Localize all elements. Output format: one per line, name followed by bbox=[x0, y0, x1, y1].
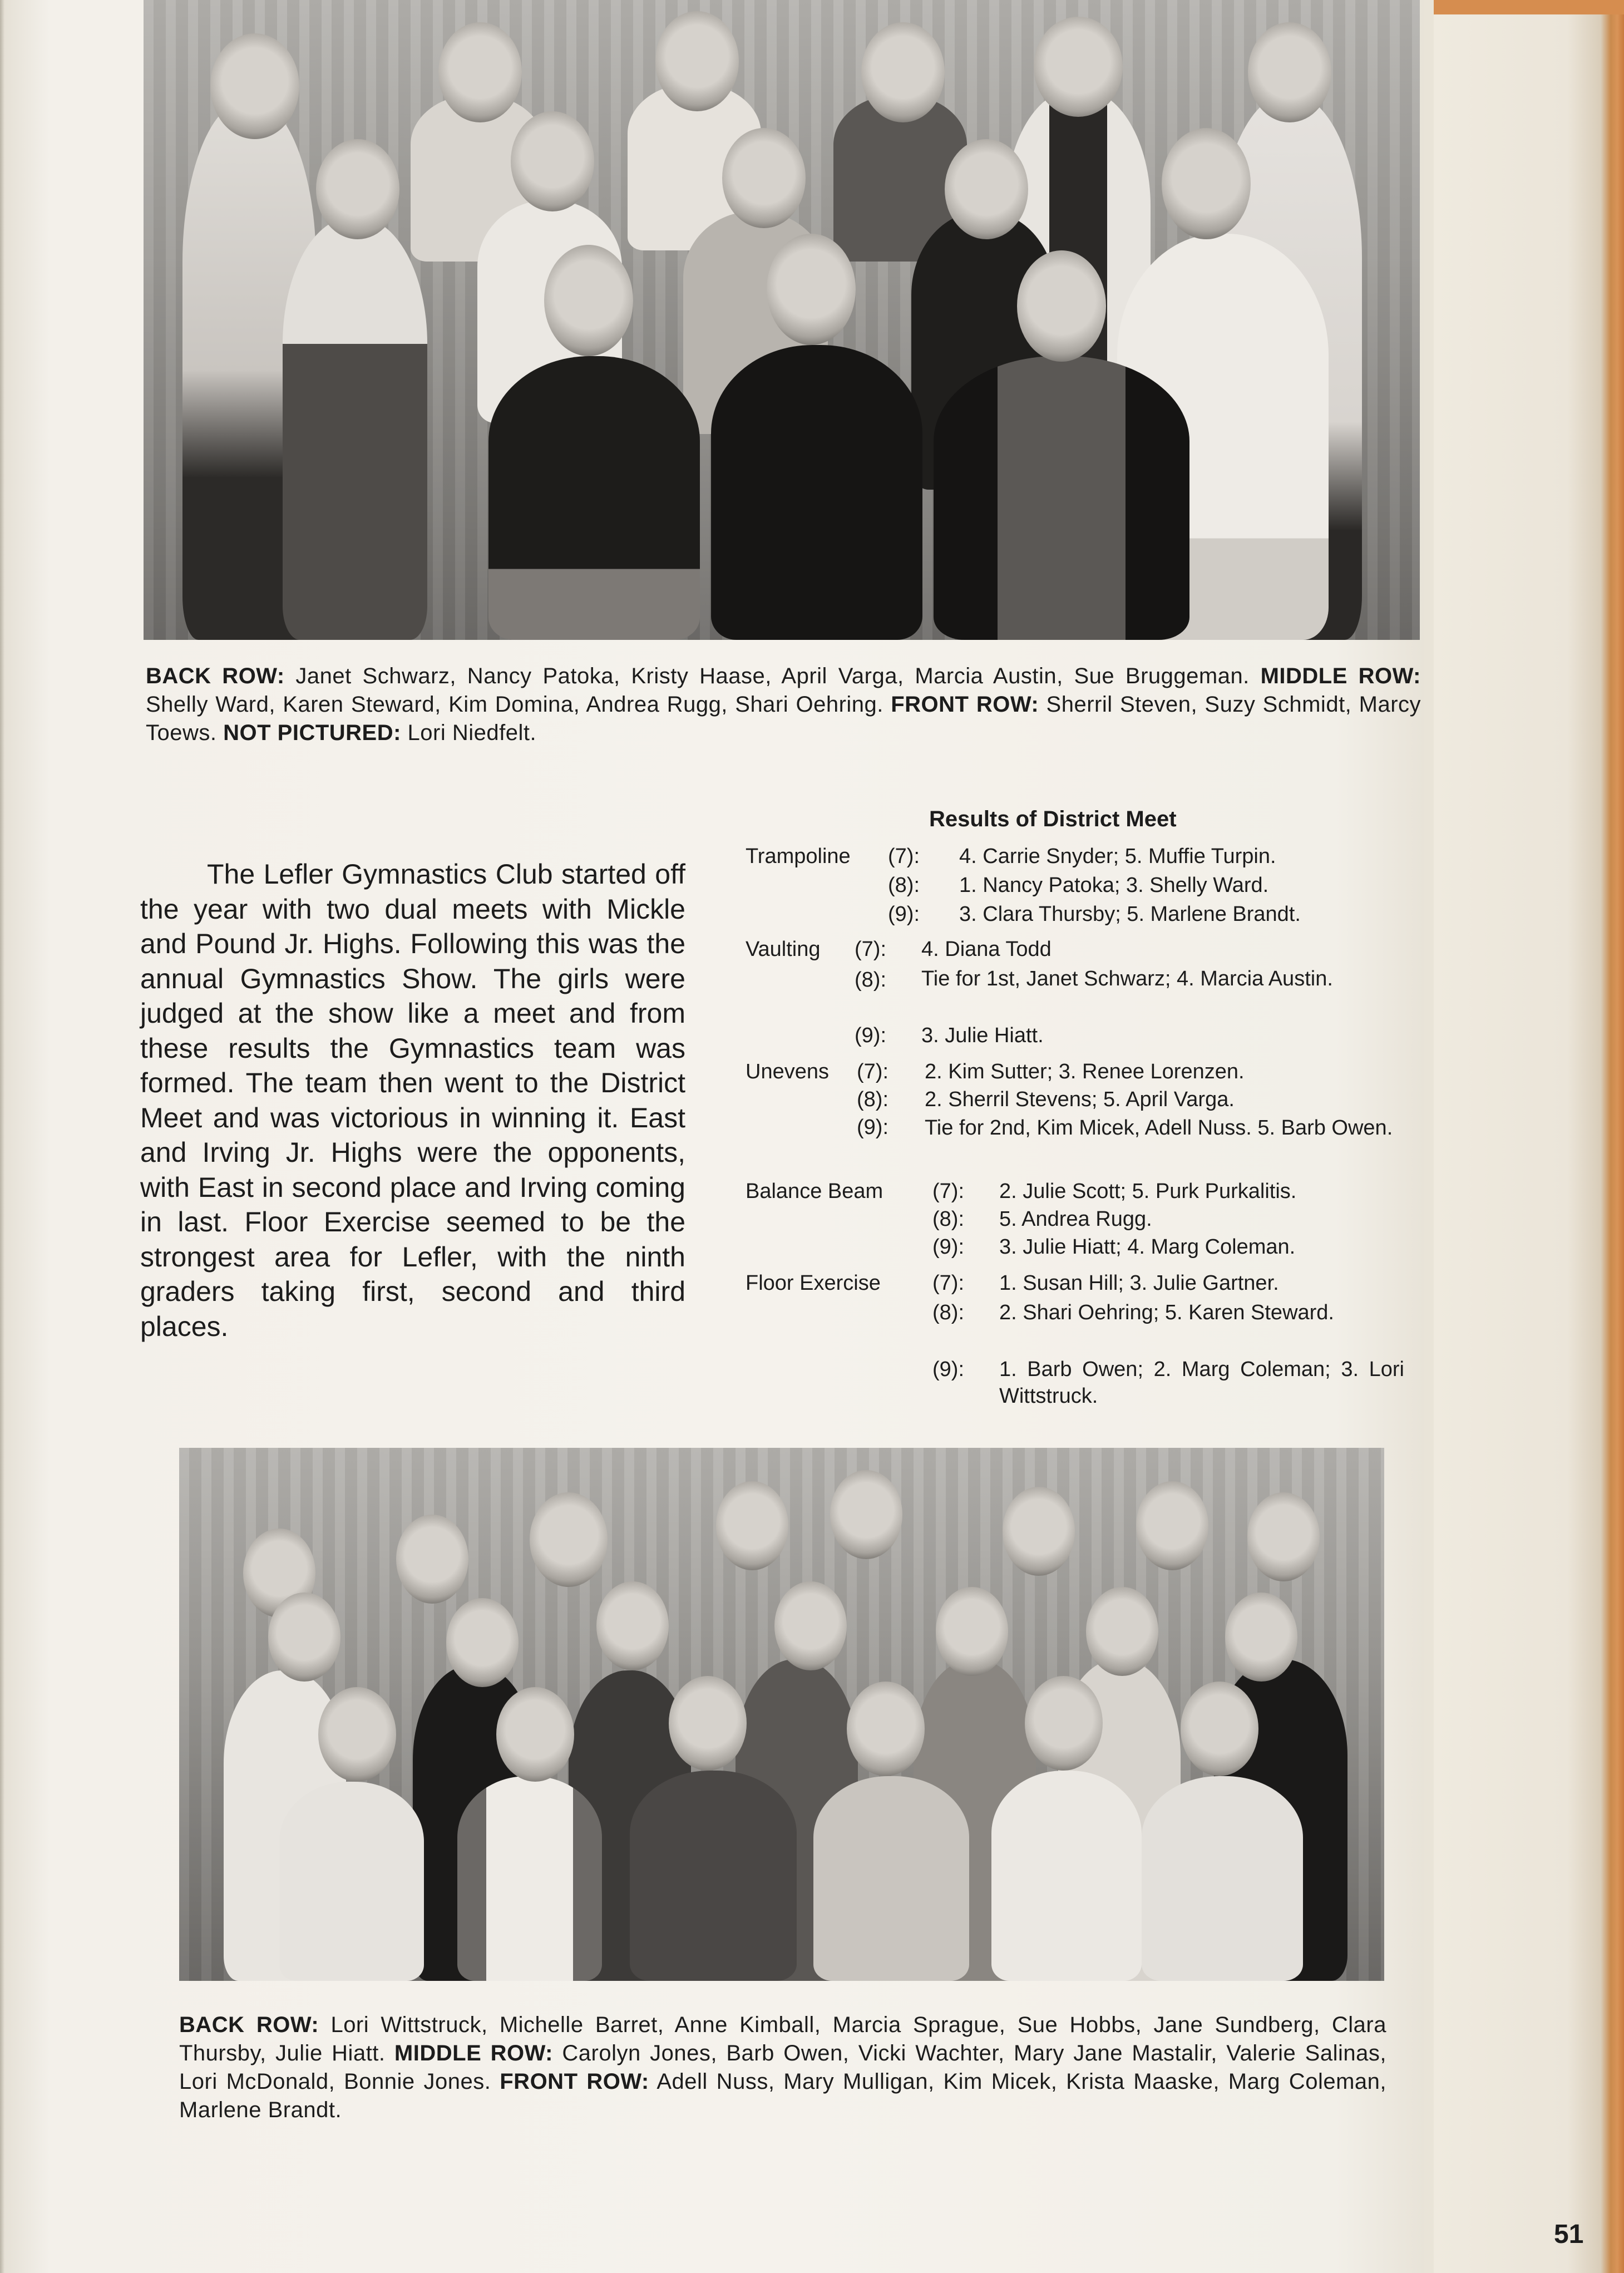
event-vaulting: Vaulting bbox=[746, 938, 821, 961]
grade-label: (9): bbox=[932, 1235, 964, 1259]
caption-names: Carolyn Jones, Barb Owen, Vicki Wachter, Mary Jane Mastalir, Valerie Salinas, Lori McDonald, Bonnie Jones. bbox=[179, 2041, 1386, 2094]
caption-label: BACK ROW: bbox=[146, 664, 285, 688]
page-edge bbox=[1434, 0, 1624, 2273]
caption-label: MIDDLE ROW: bbox=[1260, 664, 1421, 688]
results-title: Results of District Meet bbox=[929, 807, 1177, 831]
event-unevens: Unevens bbox=[746, 1060, 829, 1083]
caption-names: Sherril Steven, Suzy Schmidt, Marcy Toews. bbox=[146, 692, 1421, 745]
result-entry: 1. Nancy Patoka; 3. Shelly Ward. bbox=[959, 874, 1269, 897]
grade-label: (7): bbox=[857, 1060, 888, 1083]
caption-label: NOT PICTURED: bbox=[223, 721, 401, 745]
grade-label: (7): bbox=[932, 1271, 964, 1295]
grade-label: (8): bbox=[855, 968, 886, 992]
caption-label: FRONT ROW: bbox=[891, 692, 1039, 717]
grade-label: (9): bbox=[855, 1024, 886, 1047]
caption-label: BACK ROW: bbox=[179, 2013, 319, 2037]
grade-label: (8): bbox=[888, 874, 920, 897]
grade-label: (7): bbox=[888, 845, 920, 868]
result-entry: 4. Diana Todd bbox=[921, 938, 1052, 961]
grade-label: (7): bbox=[932, 1180, 964, 1203]
caption-label: MIDDLE ROW: bbox=[394, 2041, 553, 2065]
result-entry: 3. Clara Thursby; 5. Marlene Brandt. bbox=[959, 903, 1301, 926]
page-corner bbox=[1434, 0, 1624, 14]
caption-names: Lori Niedfelt. bbox=[401, 721, 537, 745]
caption-names: Lori Wittstruck, Michelle Barret, Anne Kimball, Marcia Sprague, Sue Hobbs, Jane Sundberg, Clara Thursby, Julie Hiatt. bbox=[179, 2013, 1386, 2065]
result-entry: Tie for 1st, Janet Schwarz; 4. Marcia Austin. bbox=[921, 967, 1333, 990]
article-paragraph: The Lefler Gymnastics Club started off the year with two dual meets with Mickle and Pound Jr. Highs. Following this was the annual Gymnastics Show. The girls were judged at the show like a meet and from these results the Gymnastics team was formed. The team then went to the District Meet and was victorious in winning it. East and Irving Jr. Highs were the opponents, with East in second place and Irving coming in last. Floor Exercise seemed to be the strongest area for Lefler, with the ninth graders taking first, second and third places. bbox=[140, 859, 685, 1342]
result-entry: 4. Carrie Snyder; 5. Muffie Turpin. bbox=[959, 845, 1276, 868]
grade-label: (7): bbox=[855, 938, 886, 961]
team-photo-top bbox=[144, 0, 1420, 640]
caption-label: FRONT ROW: bbox=[500, 2069, 649, 2094]
result-entry: Tie for 2nd, Kim Micek, Adell Nuss. 5. Barb Owen. bbox=[925, 1116, 1393, 1140]
grade-label: (9): bbox=[932, 1358, 964, 1381]
result-entry: 1. Barb Owen; 2. Marg Coleman; 3. Lori Wittstruck. bbox=[999, 1358, 1404, 1408]
event-balance-beam: Balance Beam bbox=[746, 1180, 883, 1203]
grade-label: (9): bbox=[857, 1116, 888, 1139]
result-entry: 2. Shari Oehring; 5. Karen Steward. bbox=[999, 1301, 1334, 1324]
result-entry: 2. Kim Sutter; 3. Renee Lorenzen. bbox=[925, 1060, 1245, 1083]
grade-label: (8): bbox=[932, 1207, 964, 1231]
caption-names: Janet Schwarz, Nancy Patoka, Kristy Haase, April Varga, Marcia Austin, Sue Bruggeman. bbox=[284, 664, 1261, 688]
bottom-photo-caption bbox=[179, 2011, 1386, 2124]
team-photo-bottom bbox=[179, 1448, 1384, 1981]
result-entry: 3. Julie Hiatt. bbox=[921, 1024, 1044, 1047]
page-binding-shadow bbox=[0, 0, 4, 2273]
result-entry: 2. Sherril Stevens; 5. April Varga. bbox=[925, 1088, 1235, 1111]
grade-label: (8): bbox=[932, 1301, 964, 1324]
caption-names: Adell Nuss, Mary Mulligan, Kim Micek, Krista Maaske, Marg Coleman, Marlene Brandt. bbox=[179, 2069, 1386, 2122]
grade-label: (8): bbox=[857, 1088, 888, 1111]
result-entry: 2. Julie Scott; 5. Purk Purkalitis. bbox=[999, 1180, 1297, 1203]
grade-label: (9): bbox=[888, 903, 920, 926]
event-floor-exercise: Floor Exercise bbox=[746, 1271, 881, 1295]
event-trampoline: Trampoline bbox=[746, 845, 851, 868]
result-entry: 3. Julie Hiatt; 4. Marg Coleman. bbox=[999, 1235, 1296, 1259]
top-photo-caption bbox=[146, 662, 1421, 747]
article-text bbox=[140, 857, 685, 1344]
page-number: 51 bbox=[1554, 2220, 1584, 2249]
result-entry: 1. Susan Hill; 3. Julie Gartner. bbox=[999, 1271, 1279, 1295]
result-entry: 5. Andrea Rugg. bbox=[999, 1207, 1152, 1231]
caption-names: Shelly Ward, Karen Steward, Kim Domina, Andrea Rugg, Shari Oehring. bbox=[146, 692, 891, 717]
